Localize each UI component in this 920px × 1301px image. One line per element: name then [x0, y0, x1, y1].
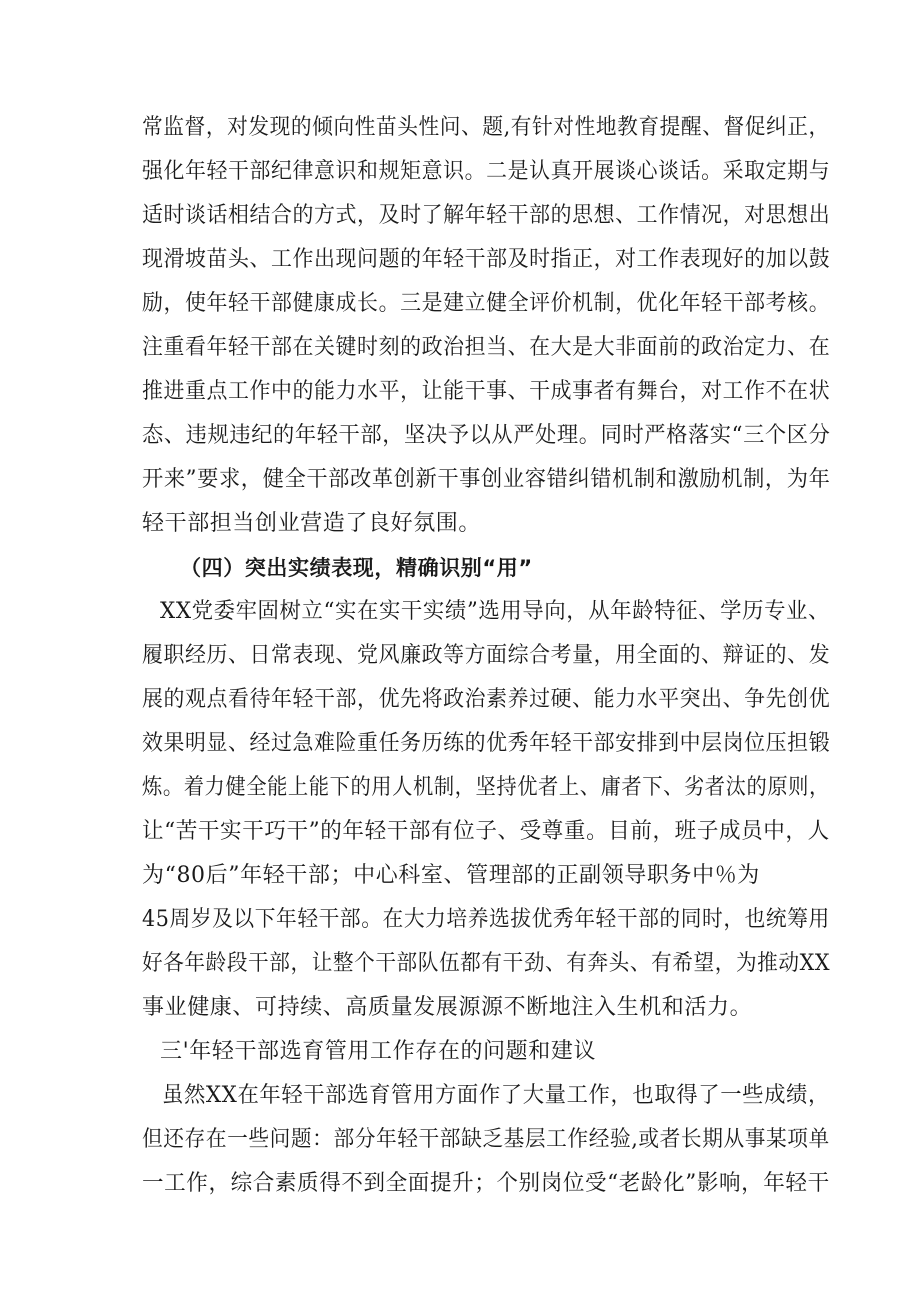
body-text-line: 事业健康、可持续、高质量发展源源不断地注入生机和活力。	[142, 995, 753, 1020]
body-text-line: 推进重点工作中的能力水平，让能干事、干成事者有舞台，对工作不在状	[142, 379, 831, 404]
body-text-line: 但还存在一些问题：部分年轻干部缺乏基层工作经验,或者长期从事某项单	[142, 1127, 830, 1152]
body-text-line: 让“苦干实干巧干”的年轻干部有位子、受尊重。目前，班子成员中，人	[142, 819, 830, 844]
section-heading: （四）突出实绩表现，精确识别“用”	[180, 556, 533, 580]
body-text-line: 效果明显、经过急难险重任务历练的优秀年轻干部安排到中层岗位压担锻	[142, 731, 831, 756]
section-heading-three: 三'年轻干部选育管用工作存在的问题和建议	[160, 1039, 597, 1064]
body-text-line: 一工作，综合素质得不到全面提升；个别岗位受“老龄化”影响，年轻干	[142, 1171, 830, 1196]
body-text-line: 开来”要求，健全干部改革创新干事创业容错纠错机制和激励机制，为年	[142, 467, 831, 492]
body-text-line: 态、违规违纪的年轻干部，坚决予以从严处理。同时严格落实“三个区分	[142, 423, 831, 448]
body-text-line: 炼。着力健全能上能下的用人机制，坚持优者上、庸者下、劣者汰的原则，	[142, 775, 830, 800]
body-text-line: 为“80后”年轻干部；中心科室、管理部的正副领导职务中％为	[142, 863, 760, 888]
body-text-line: 履职经历、日常表现、党风廉政等方面综合考量，用全面的、辩证的、发	[142, 643, 831, 668]
body-text-line: 强化年轻干部纪律意识和规矩意识。二是认真开展谈心谈话。采取定期与	[142, 159, 831, 184]
body-text-line: 好各年龄段干部，让整个干部队伍都有干劲、有奔头、有希望，为推动XX	[142, 951, 831, 976]
body-text-line: 现滑坡苗头、工作出现问题的年轻干部及时指正，对工作表现好的加以鼓	[142, 247, 831, 272]
body-text-line: 适时谈话相结合的方式，及时了解年轻干部的思想、工作情况，对思想出	[142, 203, 831, 228]
body-text-line: 励，使年轻干部健康成长。三是建立健全评价机制，优化年轻干部考核。	[142, 291, 831, 316]
body-text-line: 展的观点看待年轻干部，优先将政治素养过硬、能力水平突出、争先创优	[142, 687, 831, 712]
body-text-line: 45周岁及以下年轻干部。在大力培养选拔优秀年轻干部的同时，也统筹用	[142, 907, 830, 932]
paragraph-first-line: 虽然XX在年轻干部选育管用方面作了大量工作，也取得了一些成绩，	[162, 1083, 830, 1108]
body-text-line: 注重看年轻干部在关键时刻的政治担当、在大是大非面前的政治定力、在	[142, 335, 831, 360]
body-text-line: 轻干部担当创业营造了良好氛围。	[142, 511, 482, 536]
paragraph-first-line: XX党委牢固树立“实在实干实绩”选用导向，从年龄特征、学历专业、	[160, 599, 831, 624]
body-text-line: 常监督，对发现的倾向性苗头性问、题,有针对性地教育提醒、督促纠正，	[142, 115, 830, 140]
